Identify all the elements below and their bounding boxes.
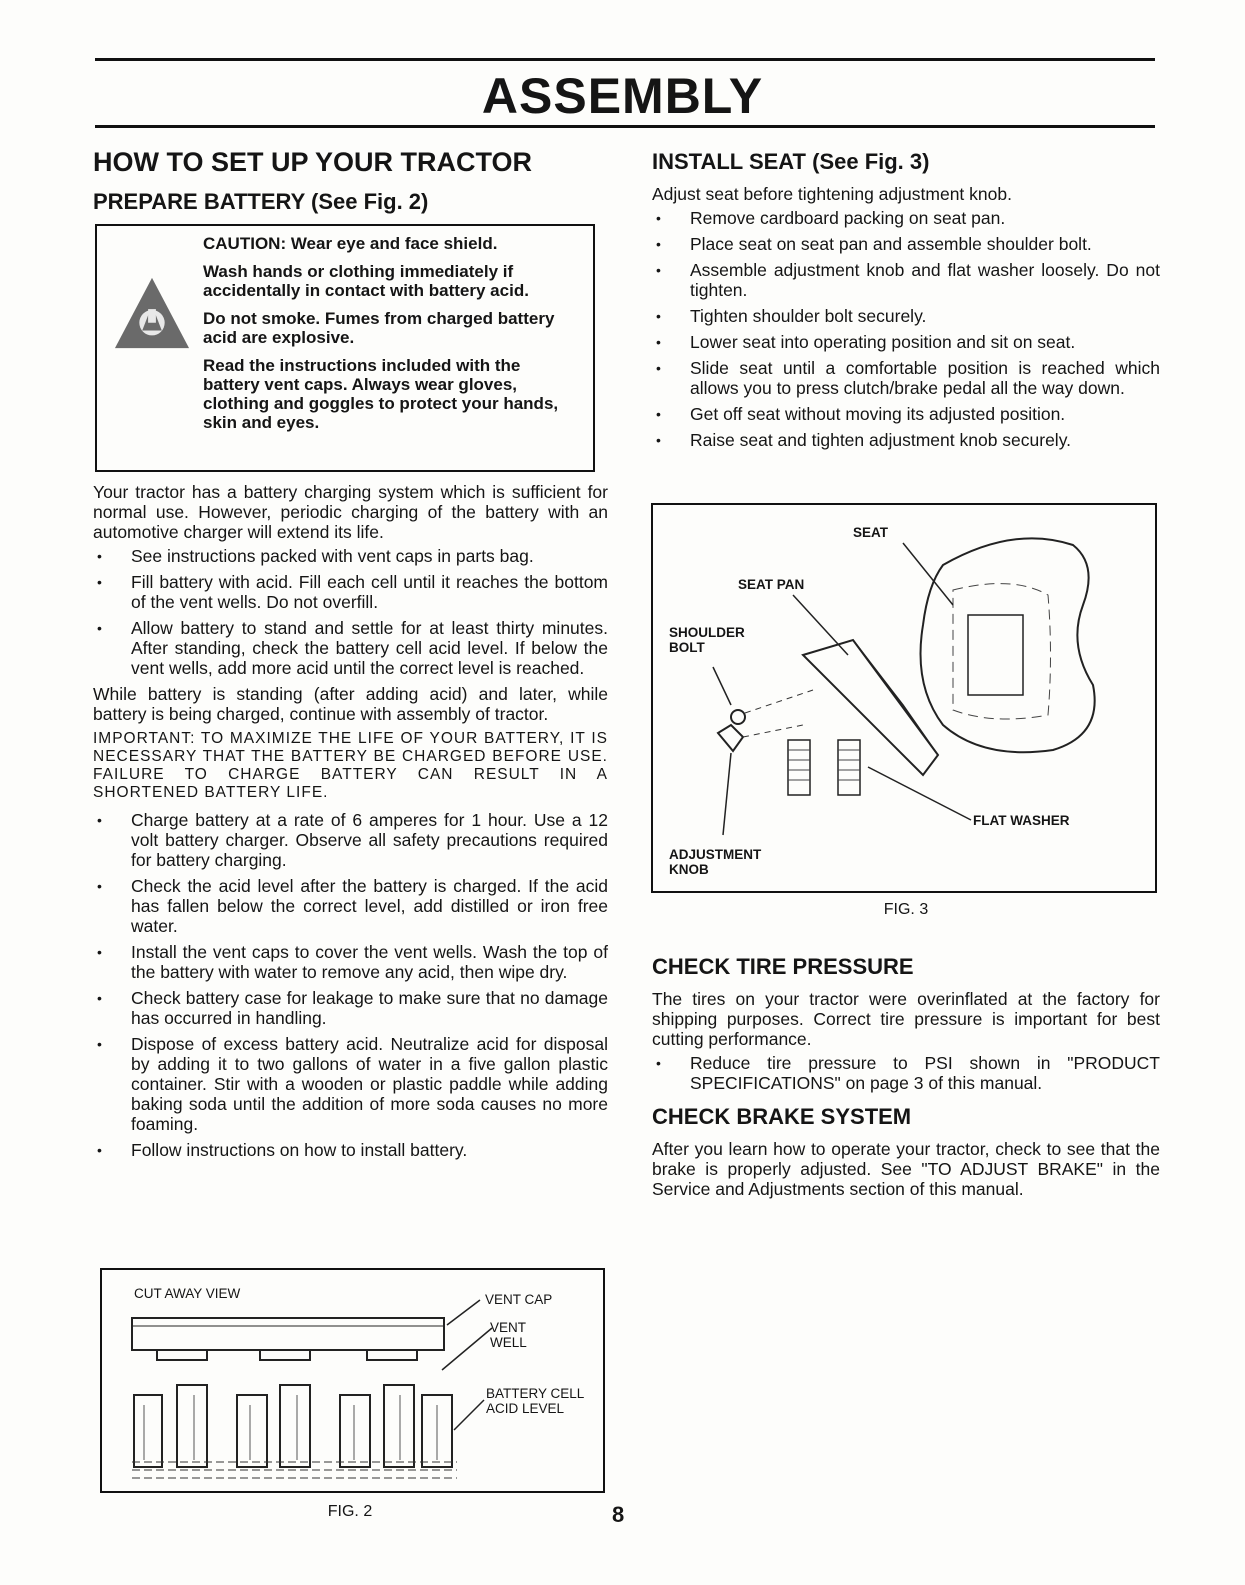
caution-line-3: Do not smoke. Fumes from charged battery acid are explosive. <box>203 309 555 347</box>
list-item: • Slide seat until a comfortable position is reached which allows you to press clutch/brake pedal all the way down. <box>652 358 1160 398</box>
battery-intro: Your tractor has a battery charging system which is sufficient for normal use. However, periodic charging of the battery with an automotive charger will extend its life. <box>93 482 608 542</box>
battery-steps-list <box>93 546 608 678</box>
vent-well-label: VENT WELL <box>490 1320 527 1350</box>
seat-label: SEAT <box>853 525 889 540</box>
top-rule <box>95 58 1155 61</box>
tire-brake-section <box>652 943 1160 1203</box>
list-item: • Check battery case for leakage to make sure that no damage has occurred in handling. <box>93 988 608 1028</box>
install-seat-heading: INSTALL SEAT (See Fig. 3) <box>652 149 930 174</box>
figure-2-battery <box>100 1268 605 1493</box>
figure-3-caption: FIG. 3 <box>883 901 929 918</box>
vent-cap-label: VENT CAP <box>485 1292 553 1307</box>
list-item: • Get off seat without moving its adjusted position. <box>652 404 1160 424</box>
charging-steps-list <box>93 810 608 1160</box>
adjustment-knob-label: ADJUSTMENT KNOB <box>669 847 762 877</box>
list-item: • Assemble adjustment knob and flat washer loosely. Do not tighten. <box>652 260 1160 300</box>
title-underline-rule <box>95 125 1155 128</box>
tire-pressure-heading: CHECK TIRE PRESSURE <box>652 954 914 979</box>
list-item: • Charge battery at a rate of 6 amperes for 1 hour. Use a 12 volt battery charger. Observe all safety precautions required for battery charging. <box>93 810 608 870</box>
list-item: • Dispose of excess battery acid. Neutralize acid for disposal by adding it to two gallons of water in a five gallon plastic container. Stir with a wooden or plastic paddle while adding baking soda until the addition of more soda causes no more foaming. <box>93 1034 608 1134</box>
seat-assembly-drawing <box>653 505 1153 890</box>
list-item: • Remove cardboard packing on seat pan. <box>652 208 1160 228</box>
page-title: ASSEMBLY <box>481 68 764 124</box>
caution-text <box>203 234 575 441</box>
warning-triangle-icon <box>113 274 191 352</box>
setup-heading: HOW TO SET UP YOUR TRACTOR <box>93 147 533 177</box>
list-item: • Check the acid level after the battery is charged. If the acid has fallen below the correct level, add distilled or iron free water. <box>93 876 608 936</box>
list-item: • Raise seat and tighten adjustment knob securely. <box>652 430 1160 450</box>
list-item: • Install the vent caps to cover the vent wells. Wash the top of the battery with water to remove any acid, then wipe dry. <box>93 942 608 982</box>
list-item: • Lower seat into operating position and sit on seat. <box>652 332 1160 352</box>
battery-cutaway-drawing <box>102 1270 602 1490</box>
left-column <box>93 140 608 1166</box>
caution-line-4: Read the instructions included with the battery vent caps. Always wear gloves, clothing and goggles to protect your hands, skin and eyes. <box>203 356 559 432</box>
caution-line-2: Wash hands or clothing immediately if accidentally in contact with battery acid. <box>203 262 529 300</box>
brake-system-text: After you learn how to operate your tractor, check to see that the brake is properly adjusted. See "TO ADJUST BRAKE" in the Service and Adjustments section of this manual. <box>652 1139 1160 1199</box>
caution-line-1: CAUTION: Wear eye and face shield. <box>203 234 498 253</box>
acid-level-label: BATTERY CELL ACID LEVEL <box>486 1386 584 1416</box>
cut-away-label: CUT AWAY VIEW <box>134 1286 241 1301</box>
while-standing-text: While battery is standing (after adding acid) and later, while battery is being charged, continue with assembly of tractor. <box>93 684 608 724</box>
list-item: • Allow battery to stand and settle for at least thirty minutes. After standing, check the battery cell acid level. If below the vent wells, add more acid until the correct level is reached. <box>93 618 608 678</box>
tire-pressure-text: The tires on your tractor were overinflated at the factory for shipping purposes. Correct tire pressure is important for best cutting performance. <box>652 989 1160 1049</box>
list-item: • See instructions packed with vent caps in parts bag. <box>93 546 608 566</box>
figure-3-seat <box>651 503 1157 893</box>
list-item: • Fill battery with acid. Fill each cell until it reaches the bottom of the vent wells. Do not overfill. <box>93 572 608 612</box>
right-column <box>652 140 1160 456</box>
prepare-battery-heading: PREPARE BATTERY (See Fig. 2) <box>93 189 429 214</box>
tire-steps-list <box>652 1053 1160 1093</box>
list-item: • Tighten shoulder bolt securely. <box>652 306 1160 326</box>
list-item: • Reduce tire pressure to PSI shown in "PRODUCT SPECIFICATIONS" on page 3 of this manual. <box>652 1053 1160 1093</box>
seat-steps-list <box>652 208 1160 450</box>
list-item: • Follow instructions on how to install battery. <box>93 1140 608 1160</box>
page-number: 8 <box>612 1502 625 1527</box>
caution-box <box>95 224 595 472</box>
seat-intro: Adjust seat before tightening adjustment knob. <box>652 184 1012 204</box>
brake-system-heading: CHECK BRAKE SYSTEM <box>652 1104 912 1129</box>
figure-2-caption: FIG. 2 <box>327 1503 373 1520</box>
shoulder-bolt-label: SHOULDER BOLT <box>669 625 745 655</box>
important-notice: IMPORTANT: TO MAXIMIZE THE LIFE OF YOUR BATTERY, IT IS NECESSARY THAT THE BATTERY BE CHARGED BEFORE USE. FAILURE TO CHARGE BATTERY CAN RESULT IN A SHORTENED BATTERY LIFE. <box>93 730 608 801</box>
seat-pan-label: SEAT PAN <box>738 577 805 592</box>
list-item: • Place seat on seat pan and assemble shoulder bolt. <box>652 234 1160 254</box>
flat-washer-label: FLAT WASHER <box>973 813 1070 828</box>
